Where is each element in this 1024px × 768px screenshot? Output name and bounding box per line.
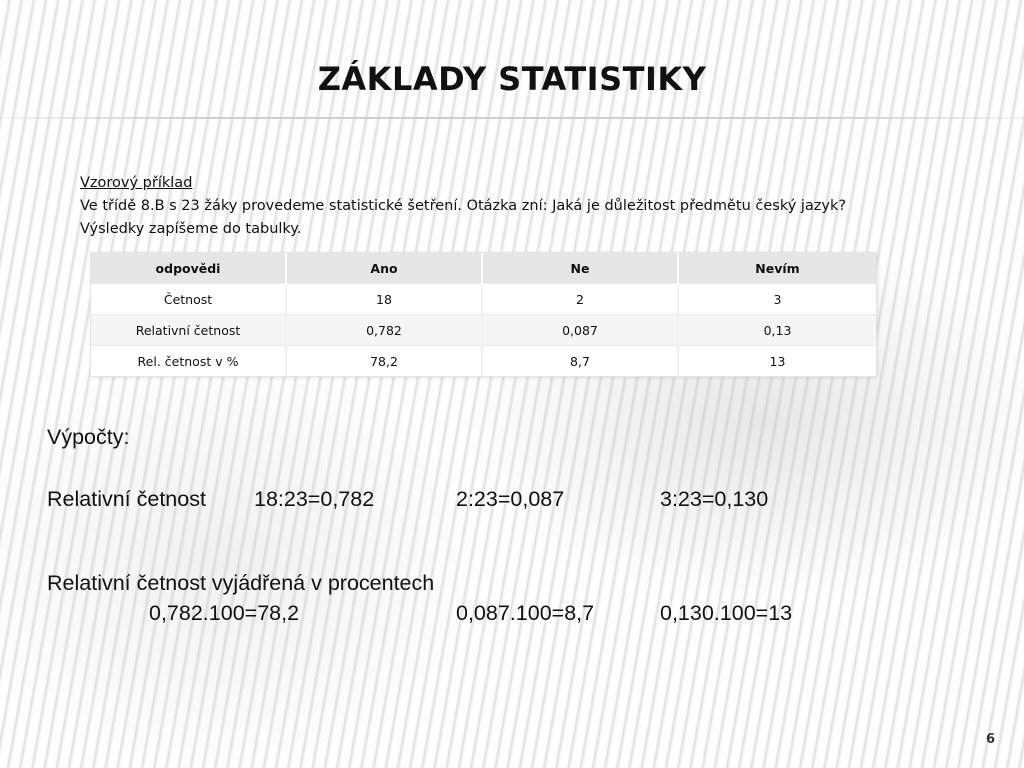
table-cell: 18 — [286, 284, 482, 315]
title-divider — [0, 117, 1024, 119]
table-cell: Rel. četnost v % — [91, 346, 286, 377]
slide-title: ZÁKLADY STATISTIKY — [317, 60, 707, 98]
table-cell: 8,7 — [482, 346, 678, 377]
relative-frequency-label: Relativní četnost — [47, 487, 206, 511]
table-header-row — [91, 253, 876, 284]
relative-calc-2: 2:23=0,087 — [456, 487, 565, 511]
calculations-heading: Výpočty: — [47, 425, 130, 449]
percent-calc-3: 0,130.100=13 — [660, 601, 793, 625]
table-row — [91, 315, 876, 346]
table-cell: 13 — [678, 346, 876, 377]
table-cell: Četnost — [91, 284, 286, 315]
percent-calc-1: 0,782.100=78,2 — [149, 601, 300, 625]
relative-calc-1: 18:23=0,782 — [254, 487, 375, 511]
table-cell: 0,087 — [482, 315, 678, 346]
table-cell: 78,2 — [286, 346, 482, 377]
header-cell: odpovědi — [91, 253, 286, 284]
results-table — [91, 253, 876, 376]
table-row — [91, 284, 876, 315]
intro-line-1: Ve třídě 8.B s 23 žáky provedeme statistické šetření. Otázka zní: Jaká je důležitost předmětu český jazyk? — [80, 198, 847, 214]
table-cell: 2 — [482, 284, 678, 315]
table-cell: Relativní četnost — [91, 315, 286, 346]
percent-label: Relativní četnost vyjádřená v procentech — [47, 571, 435, 595]
intro-line-2: Výsledky zapíšeme do tabulky. — [80, 221, 302, 237]
table-cell: 3 — [678, 284, 876, 315]
relative-calc-3: 3:23=0,130 — [660, 487, 769, 511]
percent-calc-2: 0,087.100=8,7 — [456, 601, 595, 625]
table-cell: 0,13 — [678, 315, 876, 346]
table-cell: 0,782 — [286, 315, 482, 346]
intro-text — [80, 172, 846, 241]
header-cell: Nevím — [678, 253, 876, 284]
header-cell: Ano — [286, 253, 482, 284]
header-cell: Ne — [482, 253, 678, 284]
page-number: 6 — [986, 732, 996, 747]
example-heading: Vzorový příklad — [80, 175, 193, 191]
table-row — [91, 346, 876, 377]
